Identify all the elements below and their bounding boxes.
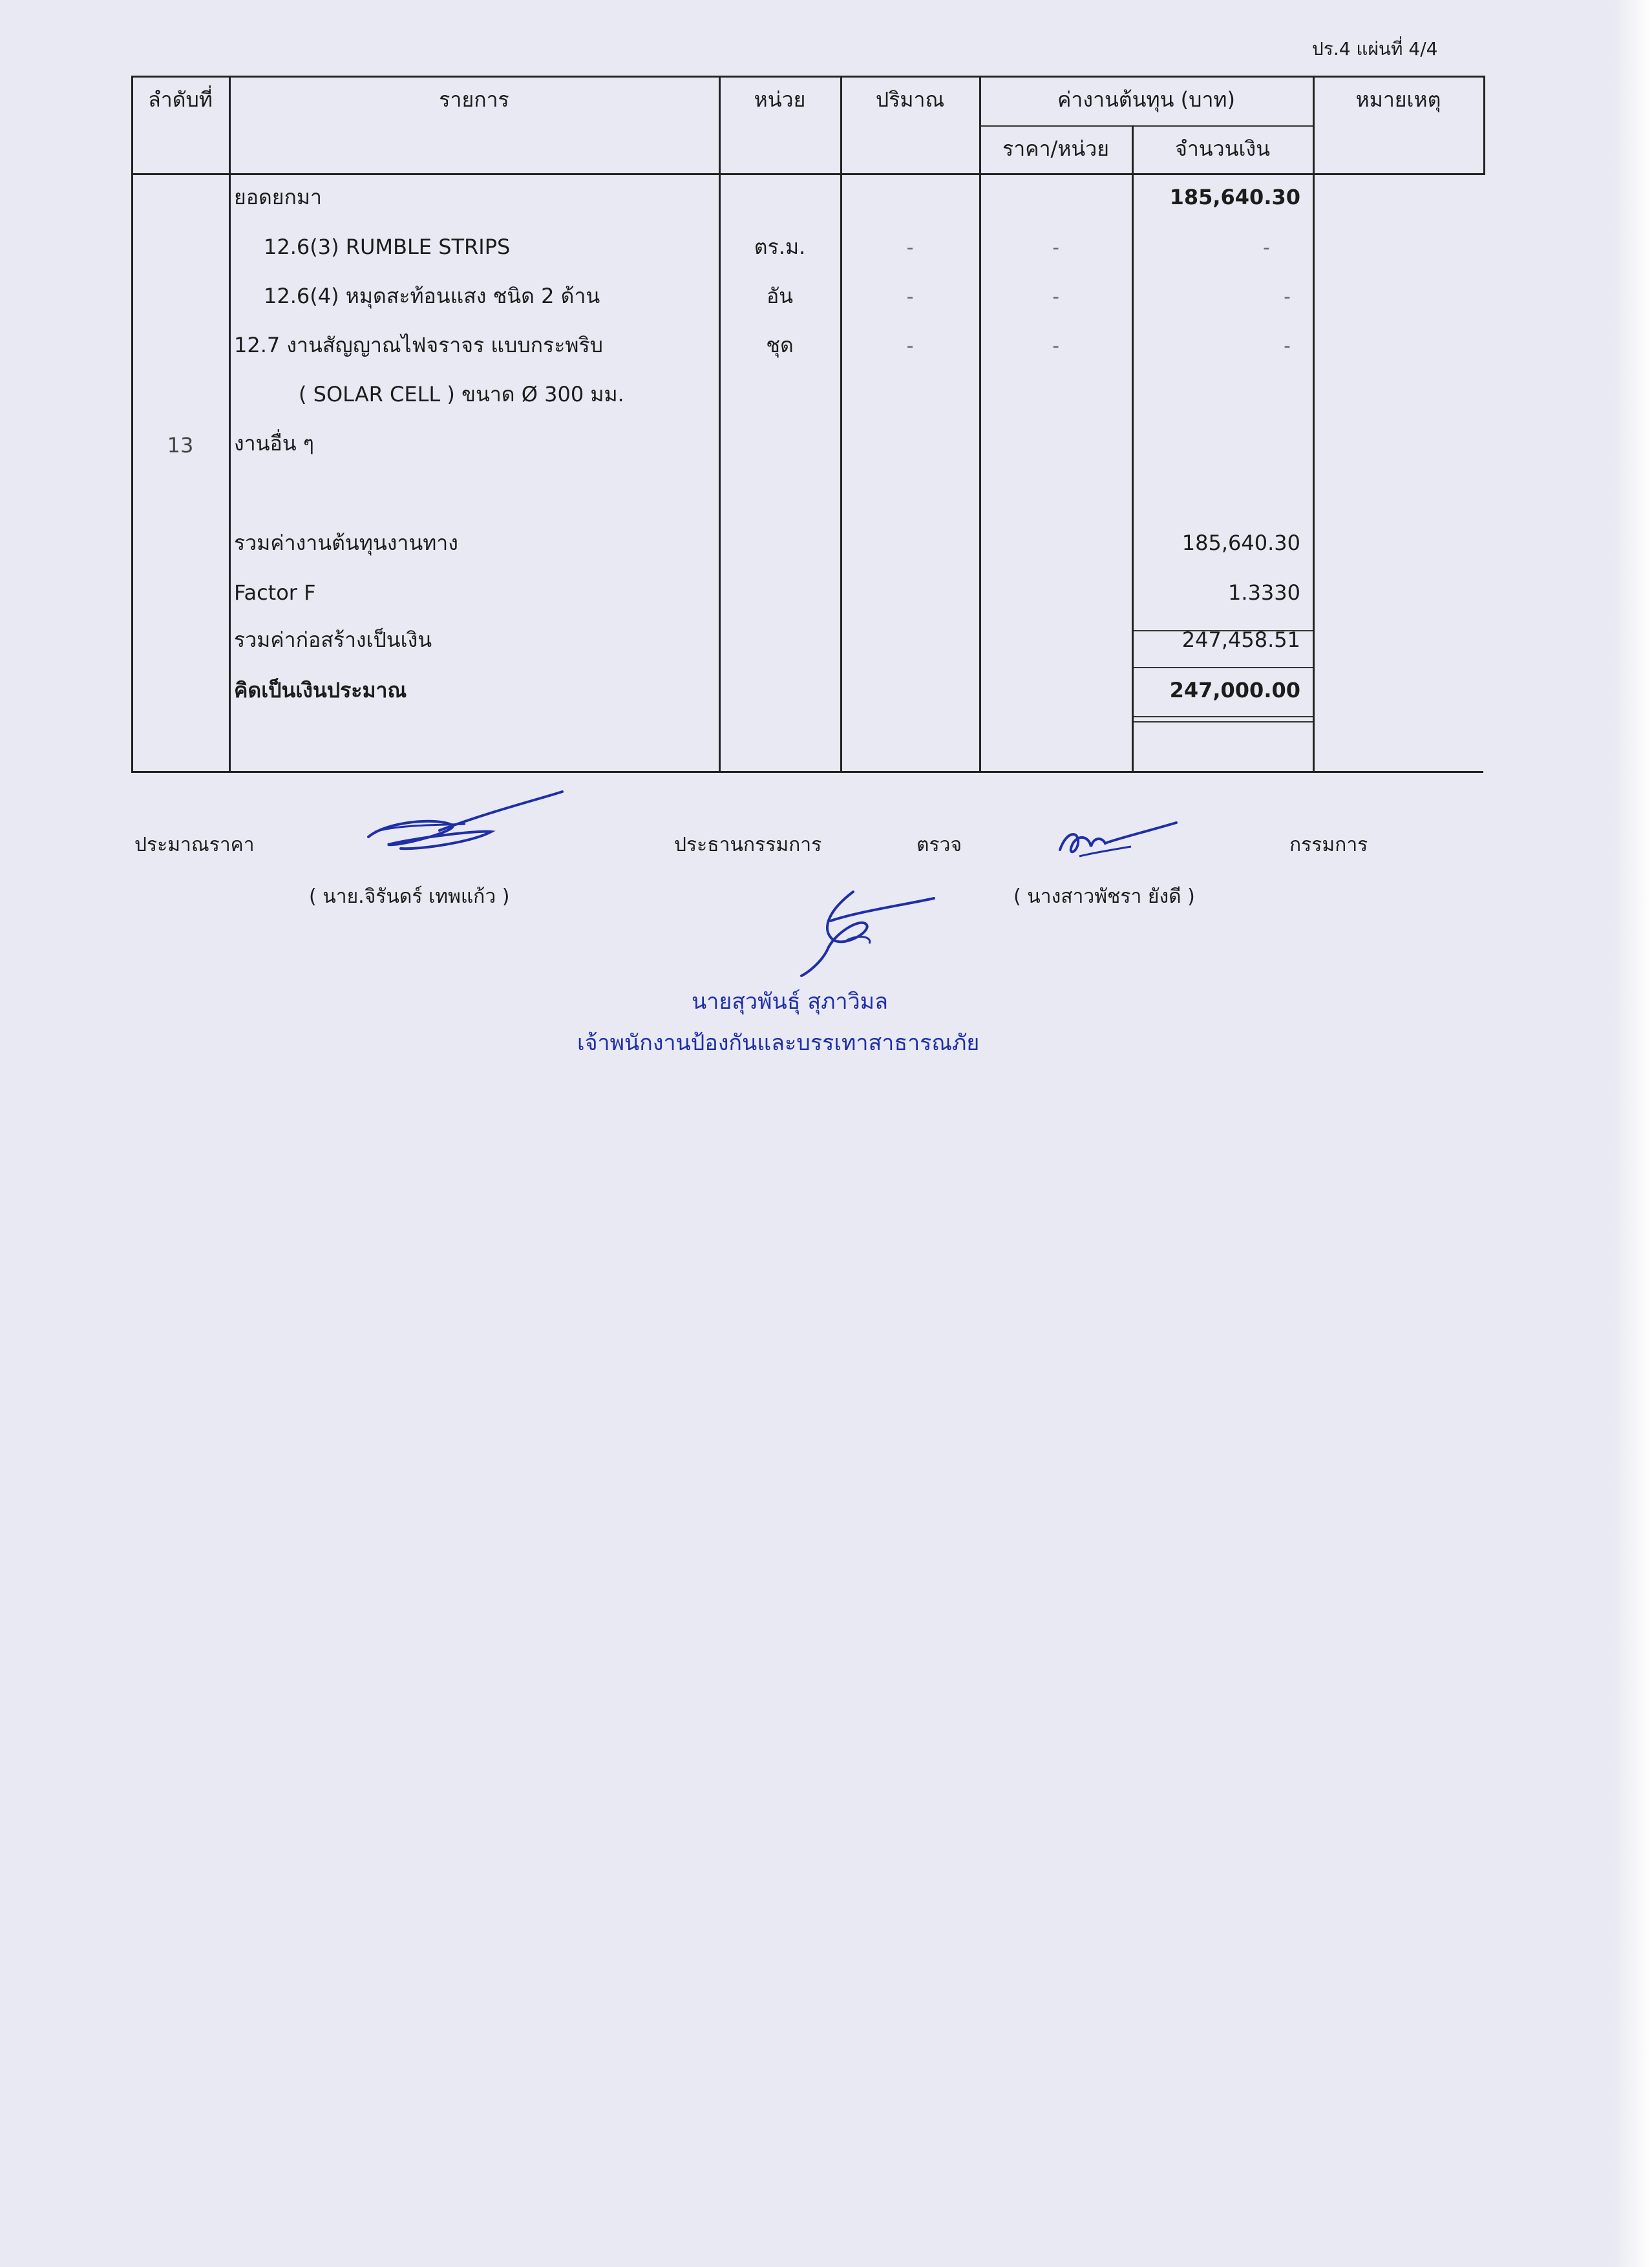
col-border-3 (840, 76, 842, 772)
row-rumble-strips-amount: - (1263, 237, 1270, 259)
row-reflective-stud-price: - (1052, 286, 1059, 308)
header-split-line (979, 125, 1313, 127)
double-underline-1 (1132, 716, 1313, 717)
chair-role: ประธานกรรมการ (674, 834, 822, 856)
row-traffic-signal-amount: - (1284, 335, 1291, 357)
row-brought-forward-amount: 185,640.30 (1169, 185, 1300, 209)
header-unit: หน่วย (754, 87, 806, 112)
header-qty: ปริมาณ (875, 87, 945, 112)
factor-value: 1.3330 (1228, 580, 1300, 605)
col-border-5 (1132, 125, 1134, 772)
row-brought-forward-label: ยอดยกมา (234, 185, 322, 209)
estimator-signature (362, 785, 575, 869)
table-top-border (131, 76, 1483, 78)
row-reflective-stud-label: 12.6(4) หมุดสะท้อนแสง ชนิด 2 ด้าน (264, 284, 600, 308)
table-bottom-border (131, 771, 1483, 773)
row-13-seq: 13 (167, 433, 194, 458)
row-traffic-signal-label: 12.7 งานสัญญาณไฟจราจร แบบกระพริบ (234, 333, 603, 357)
col-border-6 (1313, 76, 1315, 772)
approx-total-label: คิดเป็นเงินประมาณ (234, 678, 407, 702)
committee-signature (1054, 817, 1183, 869)
approx-overline (1132, 667, 1313, 668)
total-cost-label: รวมค่างานต้นทุนงานทาง (234, 531, 458, 555)
approx-total-value: 247,000.00 (1169, 678, 1300, 702)
official-signature (776, 879, 944, 976)
row-traffic-signal-unit: ชุด (766, 333, 794, 357)
cost-table (0, 0, 1652, 775)
double-underline-2 (1132, 721, 1313, 722)
row-rumble-strips-unit: ตร.ม. (754, 235, 806, 259)
header-amount: จำนวนเงิน (1175, 136, 1270, 161)
header-cost-group: ค่างานต้นทุน (บาท) (1057, 87, 1235, 112)
row-traffic-signal-qty: - (906, 335, 914, 357)
official-name: นายสุวพันธุ์ สุภาวิมล (692, 989, 888, 1015)
header-seq: ลำดับที่ (148, 87, 213, 112)
row-solar-cell-label: ( SOLAR CELL ) ขนาด Ø 300 มม. (299, 382, 624, 406)
header-item: รายการ (439, 87, 509, 112)
col-border-0 (131, 76, 133, 772)
col-border-2 (719, 76, 721, 772)
factor-label: Factor F (234, 580, 316, 605)
row-reflective-stud-unit: อัน (766, 284, 794, 308)
header-price-per-unit: ราคา/หน่วย (1002, 136, 1109, 161)
committee-role: กรรมการ (1289, 834, 1368, 856)
official-title: เจ้าพนักงานป้องกันและบรรเทาสาธารณภัย (577, 1030, 980, 1056)
col-border-7 (1483, 76, 1485, 175)
page-reference: ปร.4 แผ่นที่ 4/4 (1312, 38, 1438, 59)
estimator-role: ประมาณราคา (134, 834, 255, 856)
committee-name: ( นางสาวพัชรา ยังดี ) (1013, 885, 1195, 908)
total-cost-value: 185,640.30 (1181, 531, 1300, 555)
row-reflective-stud-qty: - (906, 286, 914, 308)
header-remark: หมายเหตุ (1355, 87, 1441, 112)
col-border-1 (229, 76, 231, 772)
estimator-name: ( นาย.จิรันดร์ เทพแก้ว ) (309, 885, 510, 908)
header-bottom-border (131, 173, 1483, 175)
row-13-label: งานอื่น ๆ (234, 431, 314, 456)
row-rumble-strips-price: - (1052, 237, 1059, 259)
row-traffic-signal-price: - (1052, 335, 1059, 357)
col-border-4 (979, 76, 981, 772)
row-rumble-strips-label: 12.6(3) RUMBLE STRIPS (264, 235, 511, 259)
construction-total-label: รวมค่าก่อสร้างเป็นเงิน (234, 627, 432, 652)
construction-total-value: 247,458.51 (1181, 627, 1300, 652)
row-reflective-stud-amount: - (1284, 286, 1291, 308)
row-rumble-strips-qty: - (906, 237, 914, 259)
check-label: ตรวจ (916, 834, 962, 856)
